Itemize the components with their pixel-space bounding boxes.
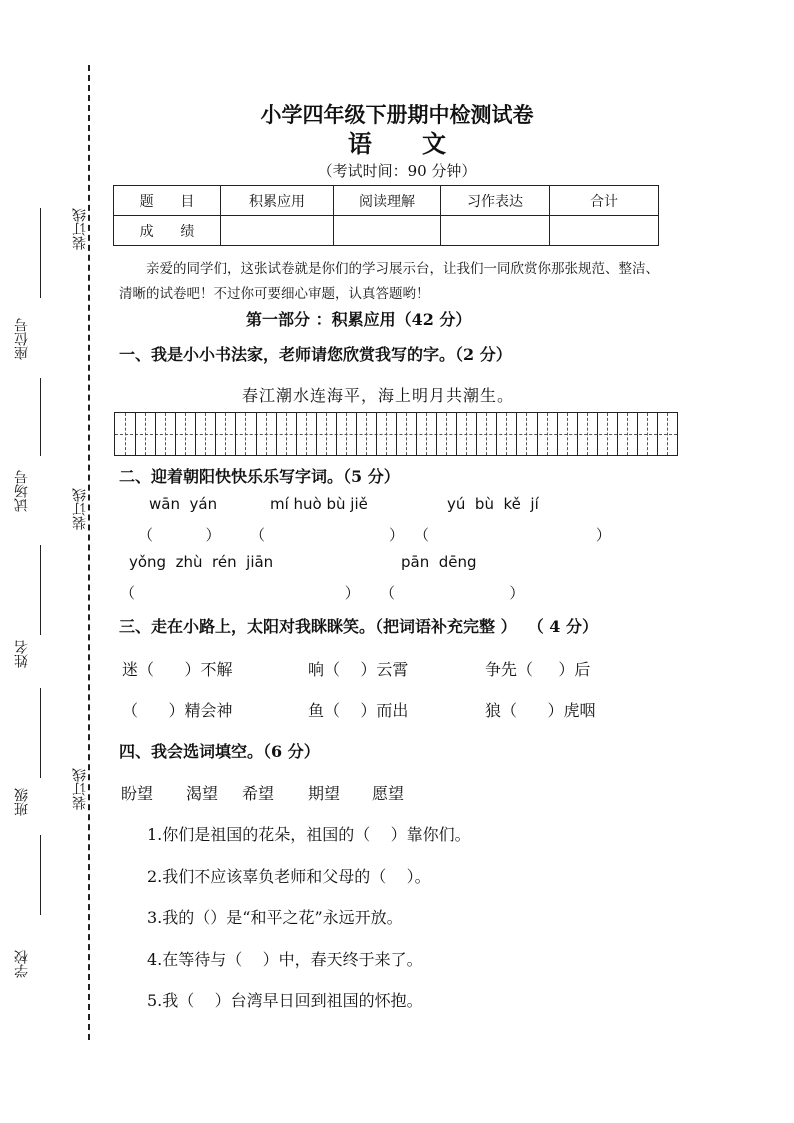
class-underline: [40, 688, 41, 778]
grid-center-line: [486, 413, 487, 455]
grid-cell-line: [276, 413, 277, 455]
grid-cell-line: [356, 413, 357, 455]
grid-cell-line: [296, 413, 297, 455]
grid-center-line: [426, 413, 427, 455]
score-input-cell[interactable]: [221, 216, 334, 246]
grid-center-line: [326, 413, 327, 455]
grid-cell-line: [215, 413, 216, 455]
grid-cell-line: [557, 413, 558, 455]
exam-room-label: 试场号: [14, 470, 30, 512]
binding-label-1: 装订线: [72, 208, 88, 250]
grid-center-line: [366, 413, 367, 455]
score-table: [113, 185, 659, 246]
pinyin-5: pān dēng: [401, 553, 477, 571]
grid-center-line: [647, 413, 648, 455]
grid-center-line: [567, 413, 568, 455]
pinyin-4: yǒng zhù rén jiān: [129, 553, 274, 571]
answer-blank-2[interactable]: （ ）: [250, 526, 404, 544]
grid-center-line: [225, 413, 226, 455]
subject-title: 语 文: [347, 129, 447, 158]
score-table-cell: 成 绩: [114, 216, 221, 246]
grid-center-line: [205, 413, 206, 455]
grid-cell-line: [577, 413, 578, 455]
grid-center-line: [245, 413, 246, 455]
score-table-cell: 题 目: [114, 186, 221, 216]
q3-item[interactable]: 争先（ ）后: [485, 660, 591, 679]
grid-center-line: [125, 413, 126, 455]
word-option: 愿望: [372, 784, 405, 803]
grid-center-line: [466, 413, 467, 455]
grid-center-line: [266, 413, 267, 455]
seat-number-label: 座位号: [14, 318, 30, 360]
grid-cell-line: [476, 413, 477, 455]
writing-grid[interactable]: [114, 412, 678, 456]
score-input-cell[interactable]: [550, 216, 659, 246]
grid-center-line: [386, 413, 387, 455]
grid-center-line: [667, 413, 668, 455]
pinyin-1: wān yán: [149, 495, 218, 513]
grid-cell-line: [256, 413, 257, 455]
grid-cell-line: [597, 413, 598, 455]
grid-center-line: [526, 413, 527, 455]
school-underline: [40, 835, 41, 915]
score-input-cell[interactable]: [441, 216, 550, 246]
q4-item-2[interactable]: 2.我们不应该辜负老师和父母的（ ）。: [147, 867, 431, 886]
seat-underline: [40, 208, 41, 298]
exam-title: 小学四年级下册期中检测试卷: [260, 102, 534, 127]
class-label: 班级: [14, 788, 30, 816]
answer-blank-4[interactable]: （ ）: [120, 584, 360, 602]
grid-cell-line: [637, 413, 638, 455]
grid-cell-line: [155, 413, 156, 455]
grid-cell-line: [537, 413, 538, 455]
grid-center-line: [165, 413, 166, 455]
grid-cell-line: [617, 413, 618, 455]
word-option: 希望: [242, 784, 275, 803]
word-option: 渴望: [186, 784, 219, 803]
grid-cell-line: [516, 413, 517, 455]
name-underline: [40, 545, 41, 635]
grid-cell-line: [396, 413, 397, 455]
grid-center-line: [145, 413, 146, 455]
grid-cell-line: [496, 413, 497, 455]
score-table-cell: 阅读理解: [334, 186, 441, 216]
q3-item[interactable]: 迷（ ）不解: [122, 660, 233, 679]
binding-label-3: 装订线: [72, 768, 88, 810]
score-table-cell: 合计: [550, 186, 659, 216]
grid-cell-line: [456, 413, 457, 455]
q4-heading: 四、我会选词填空。（6 分）: [119, 742, 320, 761]
grid-cell-line: [135, 413, 136, 455]
grid-center-line: [587, 413, 588, 455]
pinyin-3: yú bù kě jí: [447, 495, 539, 513]
grid-center-line: [506, 413, 507, 455]
grid-center-line: [286, 413, 287, 455]
word-option: 盼望: [121, 784, 154, 803]
school-label: 学校: [14, 950, 30, 978]
grid-cell-line: [416, 413, 417, 455]
grid-center-line: [446, 413, 447, 455]
name-label: 姓名: [14, 640, 30, 668]
score-table-score-row: [114, 216, 659, 246]
score-table-cell: 习作表达: [441, 186, 550, 216]
grid-cell-line: [316, 413, 317, 455]
score-input-cell[interactable]: [334, 216, 441, 246]
score-table-cell: 积累应用: [221, 186, 334, 216]
grid-cell-line: [436, 413, 437, 455]
q4-item-4[interactable]: 4.在等待与（ ）中，春天终于来了。: [147, 950, 423, 969]
score-table-header-row: [114, 186, 659, 216]
grid-center-line: [406, 413, 407, 455]
grid-center-line: [547, 413, 548, 455]
exam-time: （考试时间：90 分钟）: [317, 162, 477, 180]
q4-item-1[interactable]: 1.你们是祖国的花朵，祖国的（ ）靠你们。: [147, 825, 471, 844]
grid-center-line: [306, 413, 307, 455]
answer-blank-1[interactable]: （ ）: [138, 526, 221, 544]
grid-cell-line: [657, 413, 658, 455]
grid-cell-line: [235, 413, 236, 455]
q3-heading: 三、走在小路上，太阳对我眯眯笑。（把词语补充完整 ） （ 4 分）: [119, 617, 598, 636]
word-option: 期望: [308, 784, 341, 803]
grid-cell-line: [376, 413, 377, 455]
answer-blank-3[interactable]: （ ）: [414, 526, 611, 544]
binding-label-2: 装订线: [72, 488, 88, 530]
q3-item[interactable]: 响（ ）云霄: [308, 660, 409, 679]
q4-item-5[interactable]: 5.我（ ）台湾早日回到祖国的怀抱。: [147, 991, 423, 1010]
intro-line-1: 亲爱的同学们，这张试卷就是你们的学习展示台，让我们一同欣赏你那张规范、整洁、: [146, 261, 659, 277]
q1-sentence: 春江潮水连海平，海上明月共潮生。: [242, 386, 515, 405]
q4-item-3[interactable]: 3.我的（）是“和平之花”永远开放。: [147, 908, 403, 927]
q3-item[interactable]: （ ）精会神: [122, 701, 233, 720]
pinyin-2: mí huò bù jiě: [270, 495, 368, 513]
grid-cell-line: [195, 413, 196, 455]
answer-blank-5[interactable]: （ ）: [380, 584, 525, 602]
q2-heading: 二、迎着朝阳快快乐乐写字词。（5 分）: [119, 467, 400, 486]
grid-center-line: [607, 413, 608, 455]
q1-heading: 一、我是小小书法家，老师请您欣赏我写的字。（2 分）: [119, 345, 512, 364]
q3-item[interactable]: 鱼（ ）而出: [308, 701, 409, 720]
grid-center-line: [185, 413, 186, 455]
part1-heading: 第一部分 ：积累应用（42 分）: [246, 310, 472, 329]
grid-cell-line: [336, 413, 337, 455]
grid-center-line: [346, 413, 347, 455]
room-underline: [40, 378, 41, 456]
q3-item[interactable]: 狼（ ）虎咽: [485, 701, 596, 720]
grid-cell-line: [175, 413, 176, 455]
grid-center-line: [627, 413, 628, 455]
intro-line-2: 清晰的试卷吧！不过你可要细心审题，认真答题哟！: [119, 286, 430, 302]
